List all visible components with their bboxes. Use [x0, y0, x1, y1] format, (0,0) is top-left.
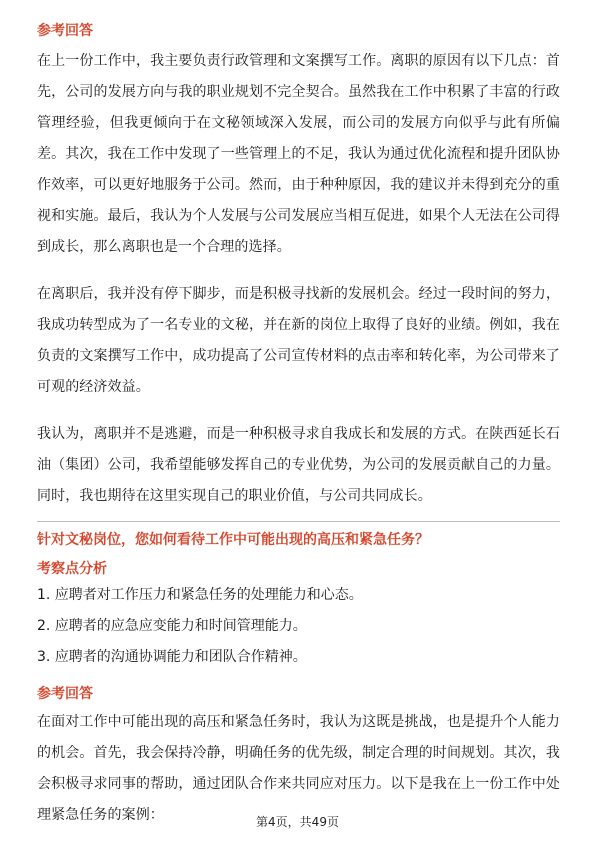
analysis-item: 1. 应聘者对工作压力和紧急任务的处理能力和心态。: [37, 587, 363, 603]
answer-paragraph: 在上一份工作中，我主要负责行政管理和文案撰写工作。离职的原因有以下几点：首先，公司的发展方向与我的职业规划不完全契合。虽然我在工作中积累了丰富的行政管理经验，但我更倾向于在文秘领域深入发展，而公司的发展方向似乎与此有所偏差。其次，我在工作中发现了一些管理上的不足，我认为通过优化流程和提升团队协作效率，可以更好地服务于公司。然而，由于种种原因，我的建议并未得到充分的重视和实施。最后，我认为个人发展与公司发展应当相互促进，如果个人无法在公司得到成长，那么离职也是一个合理的选择。: [37, 53, 560, 255]
document-page: [37, 20, 560, 831]
section-divider: [37, 521, 560, 522]
question-heading: 针对文秘岗位，您如何看待工作中可能出现的高压和紧急任务？: [37, 532, 429, 548]
answer-paragraph: 在离职后，我并没有停下脚步，而是积极寻找新的发展机会。经过一段时间的努力，我成功转型成为了一名专业的文秘，并在新的岗位上取得了良好的业绩。例如，我在负责的文案撰写工作中，成功提高了公司宣传材料的点击率和转化率，为公司带来了可观的经济效益。: [37, 286, 560, 395]
analysis-item: 2. 应聘者的应急应变能力和时间管理能力。: [37, 618, 307, 634]
answer-paragraph: 我认为，离职并不是逃避，而是一种积极寻求自我成长和发展的方式。在陕西延长石油（集团）公司，我希望能够发挥自己的专业优势，为公司的发展贡献自己的力量。同时，我也期待在这里实现自己的职业价值，与公司共同成长。: [37, 426, 560, 504]
answer-label: 参考回答: [37, 23, 93, 39]
analysis-item: 3. 应聘者的沟通协调能力和团队合作精神。: [37, 649, 307, 665]
analysis-label: 考察点分析: [37, 561, 107, 577]
page-number: 第4页，共49页: [256, 815, 339, 829]
answer-label: 参考回答: [37, 686, 93, 702]
answer-paragraph: 在面对工作中可能出现的高压和紧急任务时，我认为这既是挑战，也是提升个人能力的机会。首先，我会保持冷静，明确任务的优先级，制定合理的时间规划。其次，我会积极寻求同事的帮助，通过团队合作来共同应对压力。以下是我在上一份工作中处理紧急任务的案例：: [37, 714, 560, 823]
